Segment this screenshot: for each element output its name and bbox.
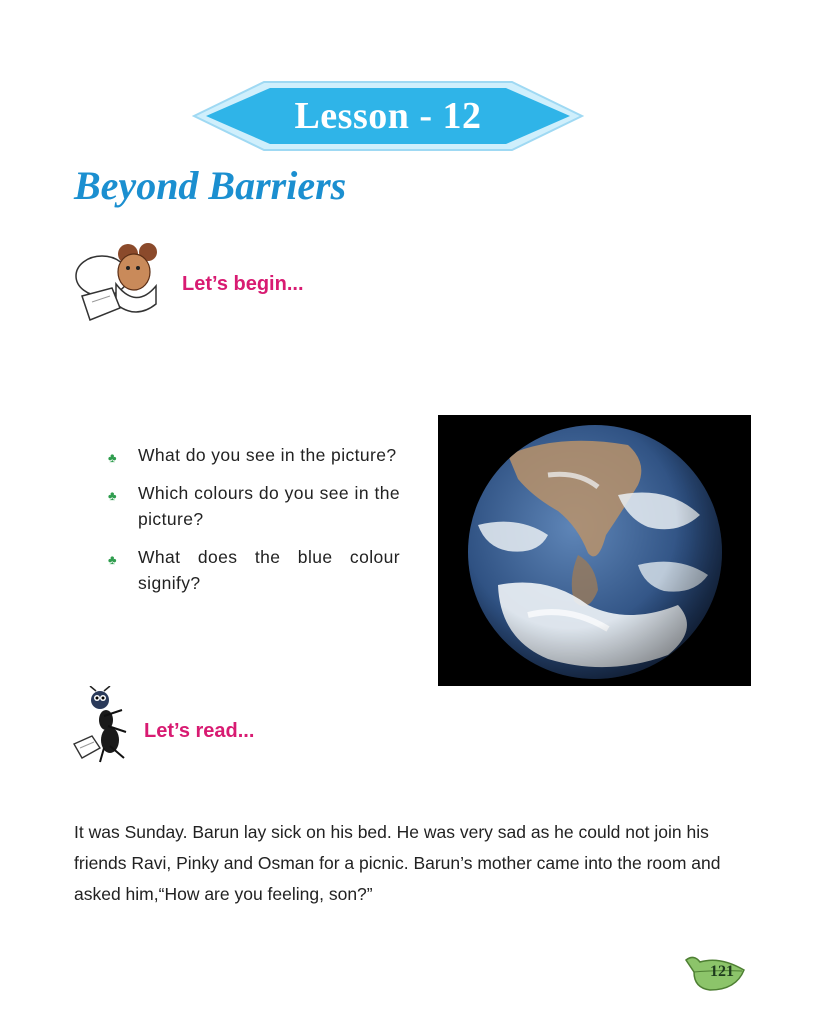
question-list xyxy=(104,442,400,608)
question-item xyxy=(104,442,400,468)
club-bullet-icon: ♣ xyxy=(108,552,117,567)
lets-begin-heading: Let’s begin... xyxy=(182,273,304,295)
lets-read-heading: Let’s read... xyxy=(144,720,255,742)
lesson-number: Lesson - 12 xyxy=(294,95,482,137)
story-paragraph: It was Sunday. Barun lay sick on his bed. He was very sad as he could not join his friends Ravi, Pinky and Osman for a picnic. Barun’s mother came into the room and asked him,“How are you feeling, son?” xyxy=(74,822,721,904)
question-text: Which colours do you see in the picture? xyxy=(138,483,400,529)
lesson-title: Beyond Barriers xyxy=(74,163,347,208)
earth-globe-icon xyxy=(438,415,751,686)
earth-photo xyxy=(438,415,751,686)
page-number-badge xyxy=(680,952,752,994)
question-item xyxy=(104,544,400,596)
question-text: What does the blue colour signify? xyxy=(138,547,400,593)
club-bullet-icon: ♣ xyxy=(108,450,117,465)
club-bullet-icon: ♣ xyxy=(108,488,117,503)
question-item xyxy=(104,480,400,532)
lesson-banner xyxy=(192,80,584,152)
page-number: 121 xyxy=(710,963,734,980)
ant-reading-icon xyxy=(70,686,142,766)
question-text: What do you see in the picture? xyxy=(138,445,397,465)
mouse-reading-icon xyxy=(72,240,180,324)
